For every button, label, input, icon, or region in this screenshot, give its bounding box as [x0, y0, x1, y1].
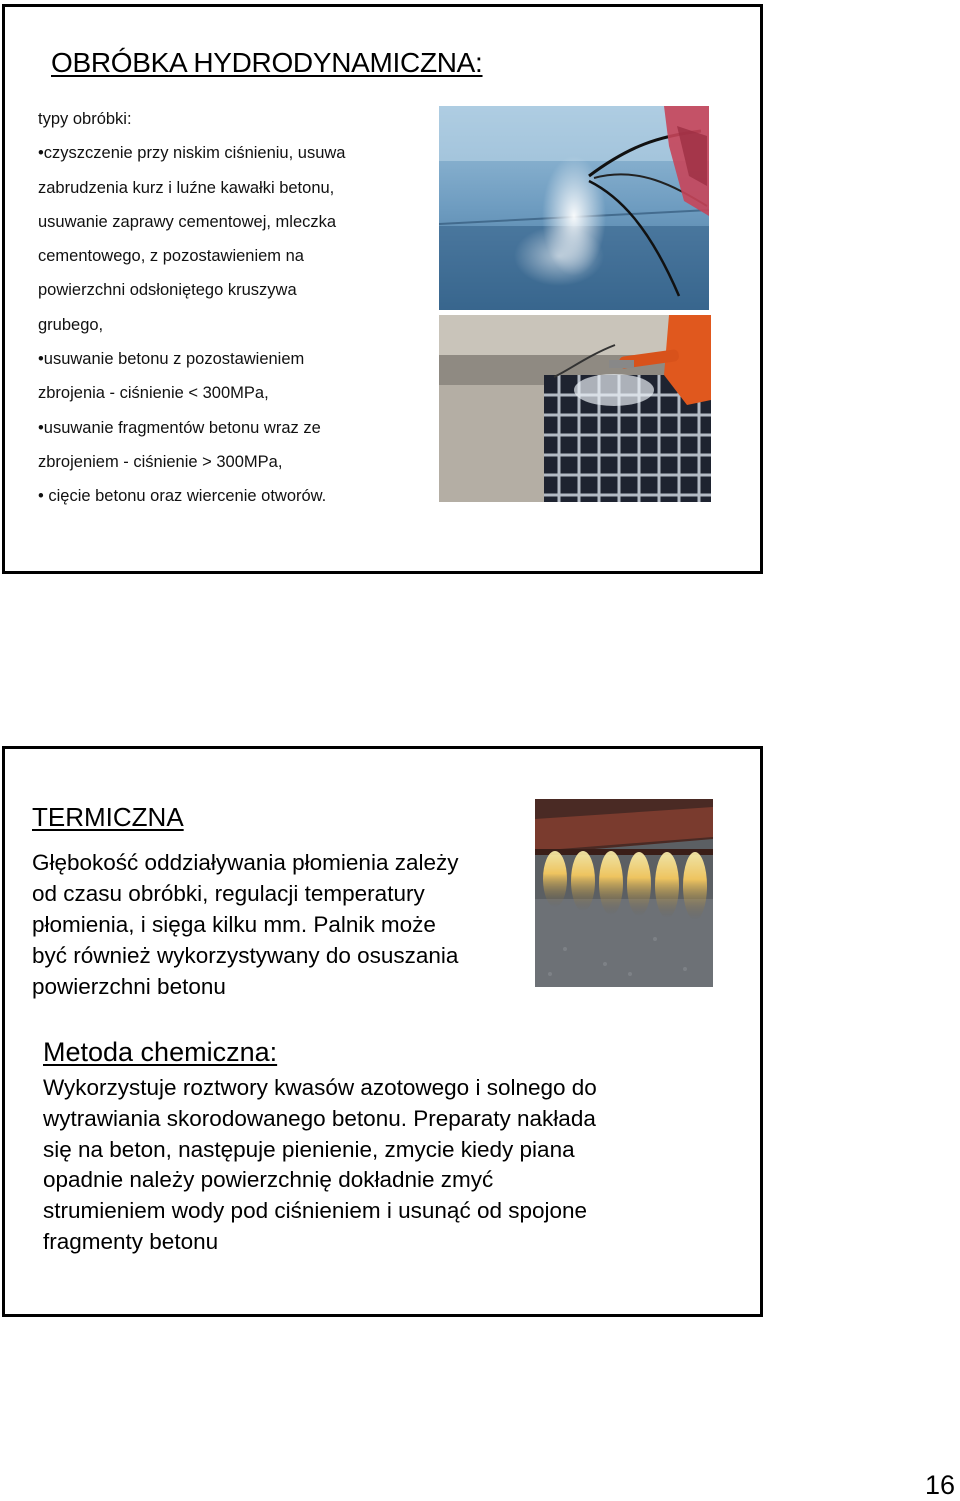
text-line: zbrojenia - ciśnienie < 300MPa,: [38, 384, 269, 403]
text-line: powierzchni betonu: [32, 974, 226, 999]
text-line: być również wykorzystywany do osuszania: [32, 943, 459, 968]
text-line: cementowego, z pozostawieniem na: [38, 247, 304, 266]
text-line: •usuwanie fragmentów betonu wraz ze: [38, 418, 321, 437]
text-line: płomienia, i sięga kilku mm. Palnik może: [32, 912, 436, 937]
text-line: Głębokość oddziaływania płomienia zależy: [32, 850, 459, 875]
text-line: usuwanie zaprawy cementowej, mleczka: [38, 212, 337, 231]
page-number: 16: [924, 1470, 955, 1500]
text-line: zabrudzenia kurz i luźne kawałki betonu,: [38, 178, 335, 197]
slide-body: [38, 102, 438, 514]
section-title-thermal: TERMICZNA: [32, 802, 184, 832]
text-line: Wykorzystuje roztwory kwasów azotowego i solnego do: [43, 1075, 597, 1100]
text-line: opadnie należy powierzchnię dokładnie zmyć: [43, 1167, 494, 1193]
text-line: powierzchni odsłoniętego kruszywa: [38, 281, 297, 300]
photo-hydrodemolition-robot: [439, 315, 711, 502]
text-line: • cięcie betonu oraz wiercenie otworów.: [38, 487, 327, 506]
chemical-body: [43, 1073, 597, 1258]
text-line: fragmenty betonu: [43, 1228, 219, 1254]
thermal-body: [32, 847, 458, 1002]
text-line: od czasu obróbki, regulacji temperatury: [32, 881, 425, 906]
text-line: wytrawiania skorodowanego betonu. Preparaty nakłada: [43, 1105, 596, 1131]
text-line: •usuwanie betonu z pozostawieniem: [38, 350, 305, 369]
text-line: grubego,: [38, 315, 104, 334]
section-title-chemical: Metoda chemiczna:: [43, 1037, 278, 1067]
text-line: typy obróbki:: [38, 110, 132, 128]
slide-thermal-chemical: [2, 746, 763, 1317]
text-line: zbrojeniem - ciśnienie > 300MPa,: [38, 452, 283, 471]
text-line: strumieniem wody pod ciśnieniem i usunąć od spojone: [43, 1198, 588, 1224]
photo-flame-burner: [535, 799, 713, 987]
text-line: się na beton, następuje pienienie, zmycie kiedy piana: [43, 1136, 575, 1162]
slide-title: OBRÓBKA HYDRODYNAMICZNA:: [51, 47, 483, 78]
slide-hydrodynamic: [2, 4, 763, 574]
photo-water-jetting: [439, 106, 709, 310]
text-line: •czyszczenie przy niskim ciśnieniu, usuwa: [38, 144, 346, 163]
